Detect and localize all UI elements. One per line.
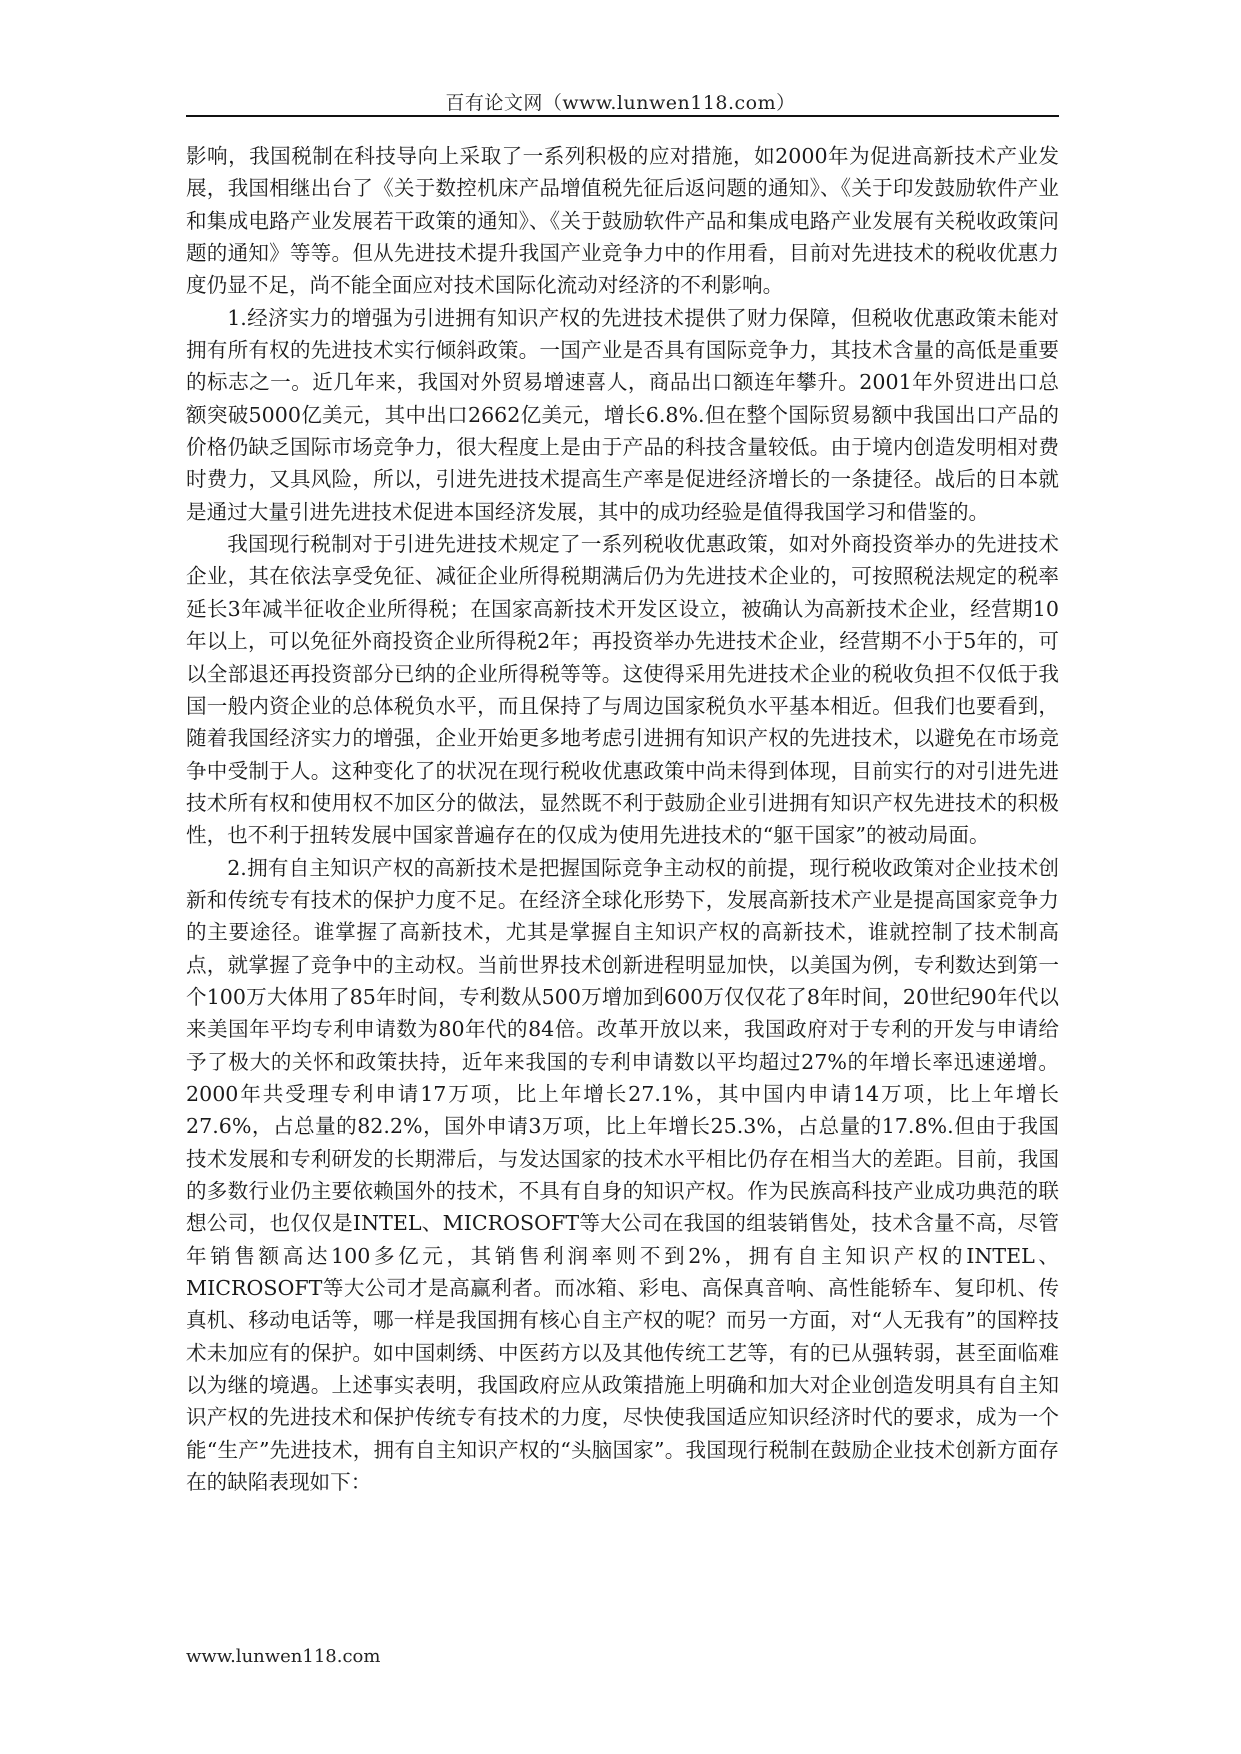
page-footer-url: www.lunwen118.com — [186, 1646, 381, 1667]
paragraph-tax-policy: 我国现行税制对于引进先进技术规定了一系列税收优惠政策，如对外商投资举办的先进技术企业，其在依法享受免征、减征企业所得税期满后仍为先进技术企业的，可按照税法规定的税率延长3年减半征收企业所得税；在国家高新技术开发区设立，被确认为高新技术企业，经营期10年以上，可以免征外商投资企业所得税2年；再投资举办先进技术企业，经营期不小于5年的，可以全部退还再投资部分已纳的企业所得税等等。这使得采用先进技术企业的税收负担不仅低于我国一般内资企业的总体税负水平，而且保持了与周边国家税负水平基本相近。但我们也要看到，随着我国经济实力的增强，企业开始更多地考虑引进拥有知识产权的先进技术，以避免在市场竞争中受制于人。这种变化了的状况在现行税收优惠政策中尚未得到体现，目前实行的对引进先进技术所有权和使用权不加区分的做法，显然既不利于鼓励企业引进拥有知识产权先进技术的积极性，也不利于扭转发展中国家普遍存在的仅成为使用先进技术的“躯干国家”的被动局面。 — [186, 532, 1059, 848]
paragraph-section-1: 1.经济实力的增强为引进拥有知识产权的先进技术提供了财力保障，但税收优惠政策未能对拥有所有权的先进技术实行倾斜政策。一国产业是否具有国际竞争力，其技术含量的高低是重要的标志之一。近几年来，我国对外贸易增速喜人，商品出口额连年攀升。2001年外贸进出口总额突破5000亿美元，其中出口2662亿美元，增长6.8%.但在整个国际贸易额中我国出口产品的价格仍缺乏国际市场竞争力，很大程度上是由于产品的科技含量较低。由于境内创造发明相对费时费力，又具风险，所以，引进先进技术提高生产率是促进经济增长的一条捷径。战后的日本就是通过大量引进先进技术促进本国经济发展，其中的成功经验是值得我国学习和借鉴的。 — [186, 305, 1059, 524]
paragraph-continuation: 影响，我国税制在科技导向上采取了一系列积极的应对措施，如2000年为促进高新技术产业发展，我国相继出台了《关于数控机床产品增值税先征后返问题的通知》、《关于印发鼓励软件产业和集成电路产业发展若干政策的通知》、《关于鼓励软件产品和集成电路产业发展有关税收政策问题的通知》等等。但从先进技术提升我国产业竞争力中的作用看，目前对先进技术的税收优惠力度仍显不足，尚不能全面应对技术国际化流动对经济的不利影响。 — [186, 144, 1059, 298]
page-header-title: 百有论文网（www.lunwen118.com） — [445, 92, 796, 114]
paragraph-section-2: 2.拥有自主知识产权的高新技术是把握国际竞争主动权的前提，现行税收政策对企业技术创新和传统专有技术的保护力度不足。在经济全球化形势下，发展高新技术产业是提高国家竞争力的主要途径。谁掌握了高新技术，尤其是掌握自主知识产权的高新技术，谁就控制了技术制高点，就掌握了竞争中的主动权。当前世界技术创新进程明显加快，以美国为例，专利数达到第一个100万大体用了85年时间，专利数从500万增加到600万仅仅花了8年时间，20世纪90年代以来美国年平均专利申请数为80年代的84倍。改革开放以来，我国政府对于专利的开发与申请给予了极大的关怀和政策扶持，近年来我国的专利申请数以平均超过27%的年增长率迅速递增。2000年共受理专利申请17万项，比上年增长27.1%，其中国内申请14万项，比上年增长27.6%，占总量的82.2%，国外申请3万项，比上年增长25.3%，占总量的17.8%.但由于我国技术发展和专利研发的长期滞后，与发达国家的技术水平相比仍存在相当大的差距。目前，我国的多数行业仍主要依赖国外的技术，不具有自身的知识产权。作为民族高科技产业成功典范的联想公司，也仅仅是INTEL、MICROSOFT等大公司在我国的组装销售处，技术含量不高，尽管年销售额高达100多亿元，其销售利润率则不到2%，拥有自主知识产权的INTEL、MICROSOFT等大公司才是高赢利者。而冰箱、彩电、高保真音响、高性能轿车、复印机、传真机、移动电话等，哪一样是我国拥有核心自主产权的呢？而另一方面，对“人无我有”的国粹技术未加应有的保护。如中国刺绣、中医药方以及其他传统工艺等，有的已从强转弱，甚至面临难以为继的境遇。上述事实表明，我国政府应从政策措施上明确和加大对企业创造发明具有自主知识产权的先进技术和保护传统专有技术的力度，尽快使我国适应知识经济时代的要求，成为一个能“生产”先进技术，拥有自主知识产权的“头脑国家”。我国现行税制在鼓励企业技术创新方面存在的缺陷表现如下： — [186, 855, 1059, 1495]
document-body — [186, 140, 1059, 1610]
header-divider — [186, 115, 1059, 117]
